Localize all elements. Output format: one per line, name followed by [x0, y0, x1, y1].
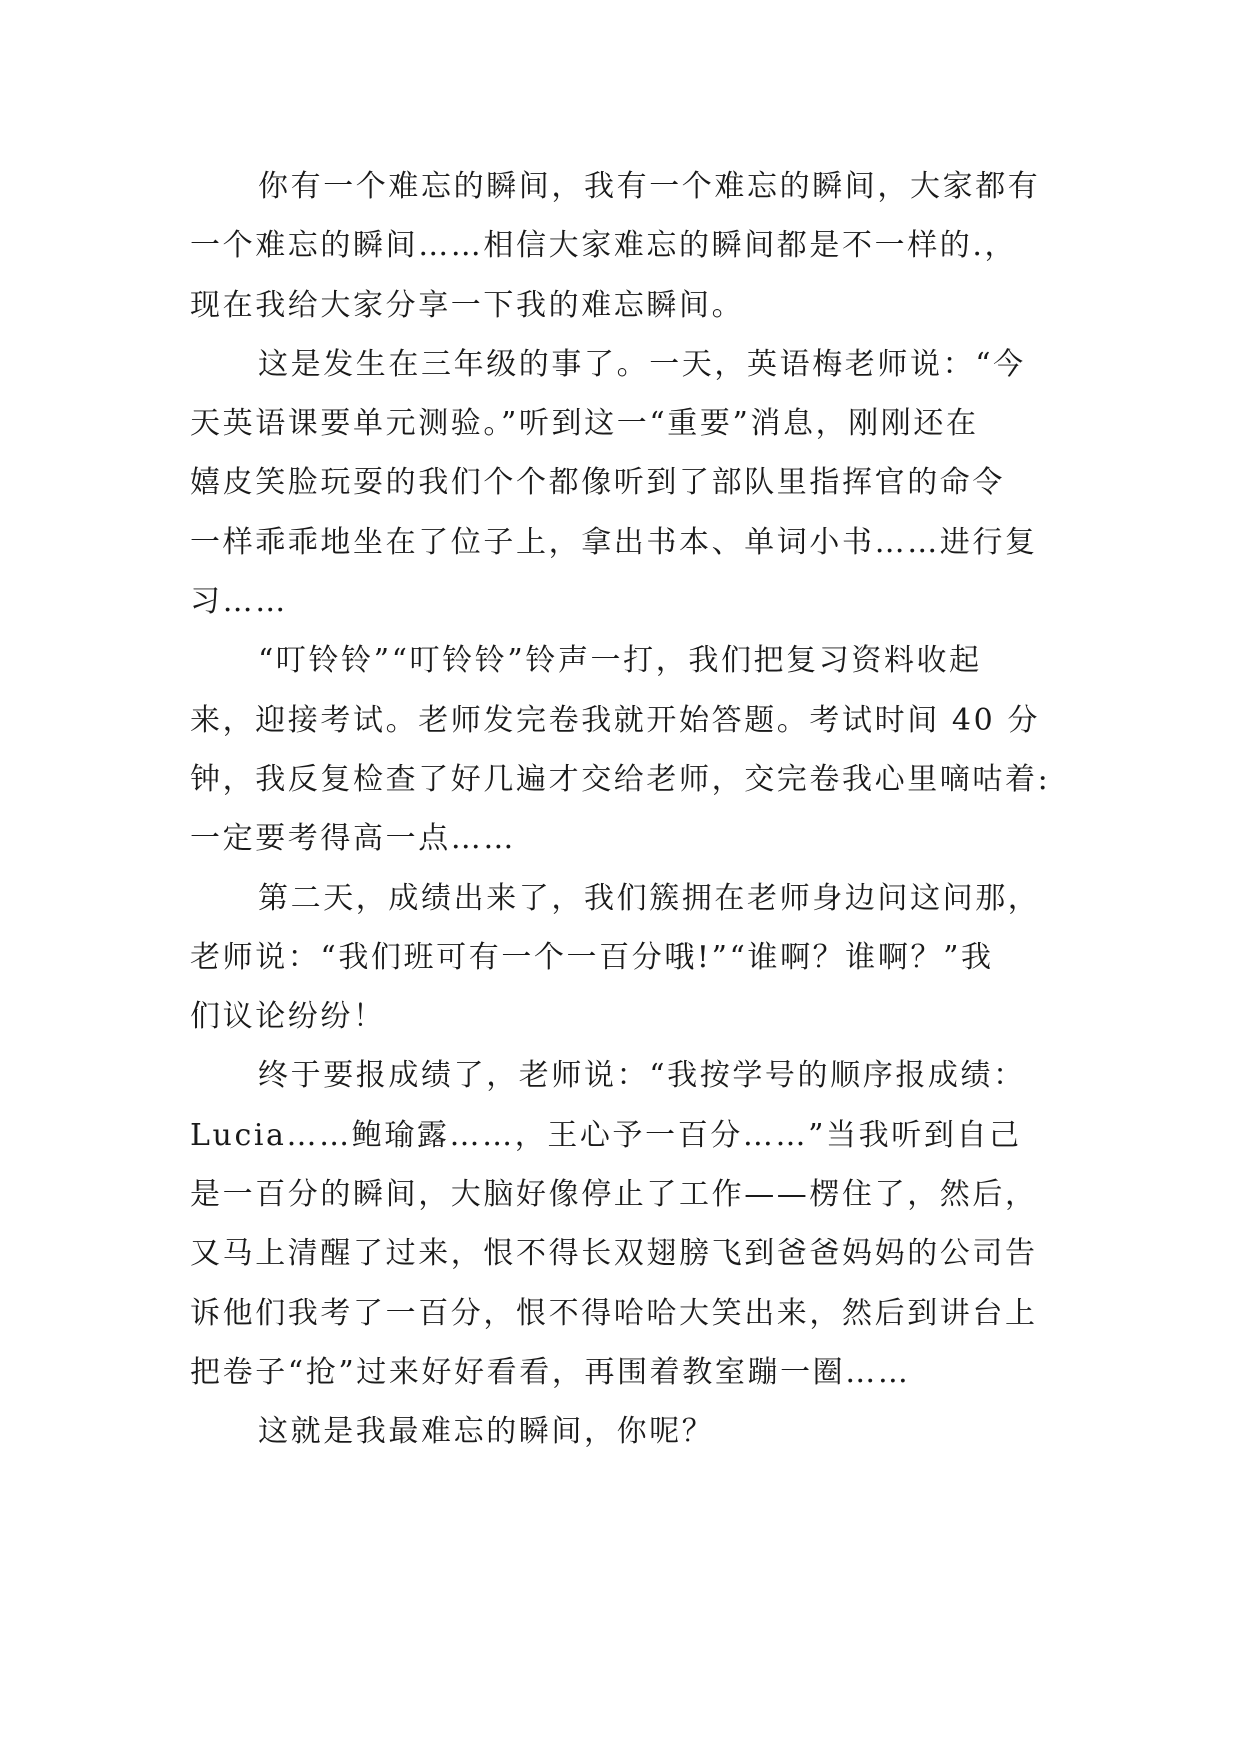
text-line: 是一百分的瞬间，大脑好像停止了工作——楞住了，然后， — [190, 1177, 1038, 1213]
text-line: 老师说：“我们班可有一个一百分哦!”“谁啊？谁啊？”我 — [190, 939, 994, 975]
text-line: 终于要报成绩了，老师说：“我按学号的顺序报成绩： — [258, 1058, 1026, 1094]
text-line: 这就是我最难忘的瞬间，你呢？ — [258, 1414, 715, 1450]
text-line: 们议论纷纷！ — [190, 999, 386, 1035]
text-line: 钟，我反复检查了好几遍才交给老师，交完卷我心里嘀咕着: — [190, 761, 1051, 797]
text-line: 习…… — [190, 584, 288, 620]
text-line: 第二天，成绩出来了，我们簇拥在老师身边问这问那， — [258, 880, 1041, 916]
text-line: 来，迎接考试。老师发完卷我就开始答题。考试时间 40 分 — [190, 702, 1041, 738]
document-body — [190, 157, 1060, 1462]
text-line: 一样乖乖地坐在了位子上，拿出书本、单词小书……进行复 — [190, 524, 1038, 560]
text-line: 一个难忘的瞬间……相信大家难忘的瞬间都是不一样的.， — [190, 228, 1018, 264]
text-line: Lucia……鲍瑜露……，王心予一百分……”当我听到自己 — [190, 1117, 1022, 1153]
text-line: 嬉皮笑脸玩耍的我们个个都像听到了部队里指挥官的命令 — [190, 465, 1005, 501]
text-line: 把卷子“抢”过来好好看看，再围着教室蹦一圈…… — [190, 1354, 911, 1390]
text-line: 你有一个难忘的瞬间，我有一个难忘的瞬间，大家都有 — [258, 169, 1041, 204]
text-line: 诉他们我考了一百分，恨不得哈哈大笑出来，然后到讲台上 — [190, 1295, 1038, 1331]
text-line: 天英语课要单元测验。”听到这一“重要”消息，刚刚还在 — [190, 406, 979, 442]
text-line: 又马上清醒了过来，恨不得长双翅膀飞到爸爸妈妈的公司告 — [190, 1236, 1038, 1272]
text-line: 一定要考得高一点…… — [190, 821, 516, 857]
text-line: “叮铃铃”“叮铃铃”铃声一打，我们把复习资料收起 — [258, 643, 982, 679]
text-line: 现在我给大家分享一下我的难忘瞬间。 — [190, 287, 745, 323]
text-line: 这是发生在三年级的事了。一天，英语梅老师说：“今 — [258, 346, 1026, 382]
